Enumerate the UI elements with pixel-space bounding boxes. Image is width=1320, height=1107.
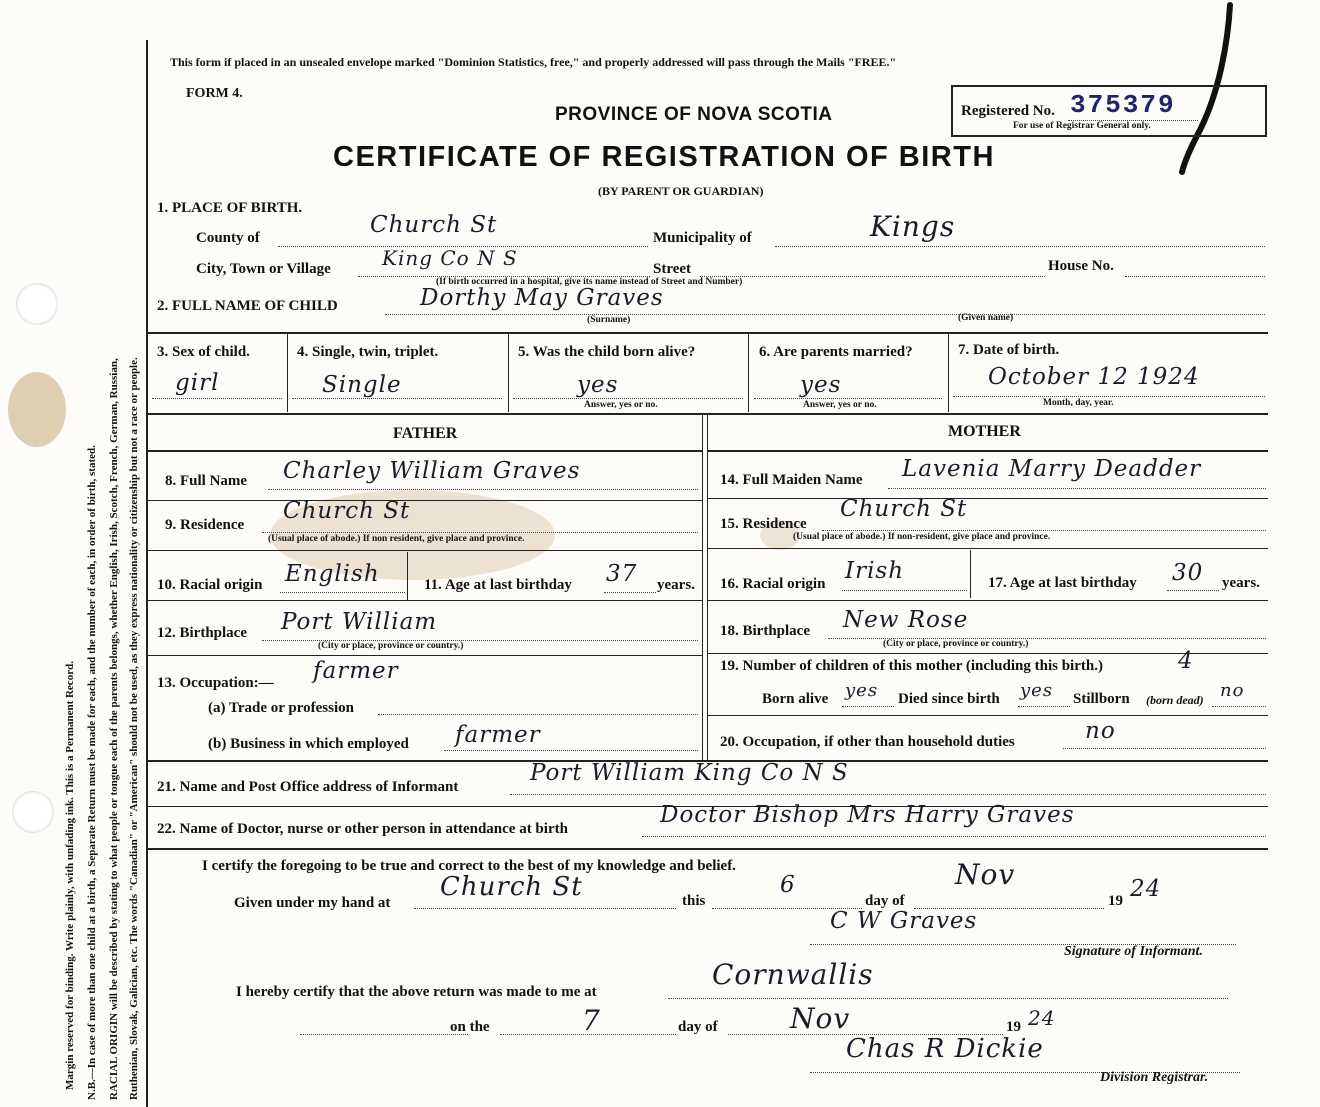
given-year-value: 24 (1130, 876, 1162, 902)
registered-label: Registered No. (961, 103, 1055, 119)
single-label: 4. Single, twin, triplet. (297, 344, 439, 360)
stillborn-value: no (1220, 680, 1245, 701)
father-occupation-value: farmer (313, 658, 399, 684)
doctor-label: 22. Name of Doctor, nurse or other person in attendance at birth (157, 821, 568, 837)
registrar-place-value: Cornwallis (712, 958, 874, 991)
stillborn-label: Stillborn (1073, 691, 1130, 707)
mother-name-label: 14. Full Maiden Name (720, 472, 863, 488)
father-years-label: years. (657, 577, 695, 593)
mother-residence-label: 15. Residence (720, 516, 807, 532)
given-place-value: Church St (440, 872, 583, 902)
child-name-label: 2. FULL NAME OF CHILD (157, 298, 338, 314)
surname-note: (Surname) (587, 315, 631, 325)
business-label: (b) Business in which employed (208, 736, 409, 752)
father-racial-value: English (285, 561, 380, 587)
province-heading: PROVINCE OF NOVA SCOTIA (555, 104, 833, 125)
sex-label: 3. Sex of child. (157, 344, 250, 360)
mother-birthplace-label: 18. Birthplace (720, 623, 810, 639)
given-under-hand-label: Given under my hand at (234, 895, 391, 911)
on-the-label: on the (450, 1019, 490, 1035)
father-birthplace-label: 12. Birthplace (157, 625, 247, 641)
certify-statement: I certify the foregoing to be true and correct to the best of my knowledge and belief. (202, 858, 736, 874)
punch-hole-top (16, 283, 58, 325)
mother-birthplace-value: New Rose (843, 607, 969, 633)
city-label: City, Town or Village (196, 261, 331, 277)
father-residence-label: 9. Residence (165, 517, 245, 533)
father-abode-note: (Usual place of abode.) If non resident, give place and province. (268, 534, 525, 544)
informant-value: Port William King Co N S (530, 760, 849, 786)
given-name-note: (Given name) (958, 313, 1014, 323)
mother-residence-value: Church St (840, 496, 968, 522)
born-alive-value: yes (577, 372, 619, 398)
father-name-label: 8. Full Name (165, 473, 248, 489)
business-value: farmer (455, 722, 541, 748)
mother-name-value: Lavenia Marry Deadder (902, 456, 1202, 482)
registrar-signature-label: Division Registrar. (1100, 1070, 1209, 1085)
born-alive-count-label: Born alive (762, 691, 829, 707)
margin-note-nationality: Ruthenian, Slovak, Galician, etc. The words "Canadian" or "American" should not be used, as they express nationality or citizenship but not a race or people. (128, 357, 140, 1100)
father-age-value: 37 (606, 561, 638, 587)
mother-heading: MOTHER (948, 423, 1021, 440)
mother-years-label: years. (1222, 575, 1260, 591)
registrar-month-value: Nov (790, 1002, 851, 1035)
date-of-birth-note: Month, day, year. (1043, 398, 1114, 408)
father-residence-value: Church St (283, 498, 411, 524)
margin-note-binding: Margin reserved for binding. Write plainly, with unfading ink. This is a Permanent Record. (64, 661, 76, 1090)
trade-label: (a) Trade or profession (208, 700, 354, 716)
form-left-border (146, 40, 148, 1107)
mother-occupation-label: 20. Occupation, if other than household duties (720, 734, 1015, 750)
hospital-note: (If birth occurred in a hospital, give its name instead of Street and Number) (436, 277, 743, 287)
mother-racial-value: Irish (845, 558, 905, 584)
mother-age-label: 17. Age at last birthday (988, 575, 1137, 591)
informant-label: 21. Name and Post Office address of Informant (157, 779, 459, 795)
registrar-signature: Chas R Dickie (846, 1034, 1044, 1064)
city-value: King Co N S (382, 246, 518, 270)
doctor-value: Doctor Bishop Mrs Harry Graves (660, 802, 1075, 828)
children-count-label: 19. Number of children of this mother (including this birth.) (720, 658, 1103, 674)
mother-racial-label: 16. Racial origin (720, 576, 826, 592)
died-value: yes (1020, 680, 1054, 701)
this-label: this (682, 893, 706, 909)
parents-married-note: Answer, yes or no. (803, 400, 877, 410)
form-number: FORM 4. (186, 86, 243, 101)
place-of-birth-heading: 1. PLACE OF BIRTH. (157, 200, 303, 216)
margin-note-multiple-births: N.B.—In case of more than one child at a birth, a Separate Return must be made for each, and the number of each, in order of birth, stated. (86, 445, 98, 1100)
punch-hole-bottom (12, 791, 54, 833)
child-name-value: Dorthy May Graves (420, 285, 664, 311)
born-alive-count-value: yes (845, 680, 879, 701)
mother-abode-note: (Usual place of abode.) If non-resident, give place and province. (793, 532, 1051, 542)
mother-birthplace-note: (City or place, province or country.) (883, 639, 1029, 649)
registered-note: For use of Registrar General only. (1013, 121, 1151, 131)
registrar-year-prefix: 19 (1006, 1019, 1021, 1035)
father-racial-label: 10. Racial origin (157, 577, 263, 593)
father-birthplace-value: Port William (281, 609, 438, 635)
father-name-value: Charley William Graves (283, 458, 581, 484)
municipality-label: Municipality of (653, 230, 752, 246)
mother-occupation-value: no (1085, 718, 1116, 744)
single-value: Single (322, 372, 402, 398)
day-of-label: day of (865, 893, 905, 909)
stain-left (8, 372, 66, 447)
stillborn-note: (born dead) (1146, 693, 1204, 707)
children-count-value: 4 (1178, 648, 1194, 674)
born-alive-note: Answer, yes or no. (584, 400, 658, 410)
mail-notice: This form if placed in an unsealed envelope marked "Dominion Statistics, free," and properly addressed will pass through the Mails "FREE." (170, 55, 897, 69)
father-birthplace-note: (City or place, province or country.) (318, 641, 464, 651)
sex-value: girl (175, 370, 220, 396)
county-value: Church St (370, 212, 498, 238)
parents-married-label: 6. Are parents married? (759, 344, 913, 360)
father-age-label: 11. Age at last birthday (424, 577, 572, 593)
certificate-title: CERTIFICATE OF REGISTRATION OF BIRTH (333, 141, 995, 173)
house-label: House No. (1048, 258, 1114, 274)
registrar-statement: I hereby certify that the above return was made to me at (236, 984, 597, 1000)
date-of-birth-value: October 12 1924 (988, 364, 1200, 390)
informant-signature-label: Signature of Informant. (1064, 944, 1203, 959)
father-heading: FATHER (393, 425, 458, 442)
county-label: County of (196, 230, 260, 246)
street-label: Street (653, 261, 692, 277)
registrar-year-value: 24 (1028, 1006, 1056, 1030)
given-day-value: 6 (780, 872, 796, 898)
registrar-day-value: 7 (582, 1004, 601, 1037)
informant-signature: C W Graves (830, 908, 978, 934)
registrar-day-of-label: day of (678, 1019, 718, 1035)
margin-note-racial-origin: RACIAL ORIGIN will be described by stating to what people or tongue each of the parents belongs, whether English, Irish, Scotch, French, German, Russian, (108, 358, 120, 1100)
parents-married-value: yes (800, 372, 842, 398)
given-year-prefix: 19 (1108, 893, 1123, 909)
born-alive-label: 5. Was the child born alive? (518, 344, 696, 360)
mother-age-value: 30 (1172, 560, 1204, 586)
died-label: Died since birth (898, 691, 1000, 707)
given-month-value: Nov (955, 858, 1016, 891)
registered-number: 375379 (1070, 90, 1176, 120)
father-occupation-label: 13. Occupation:— (157, 675, 274, 691)
certificate-subtitle: (BY PARENT OR GUARDIAN) (598, 184, 764, 198)
municipality-value: Kings (870, 210, 956, 243)
date-of-birth-label: 7. Date of birth. (958, 342, 1060, 358)
